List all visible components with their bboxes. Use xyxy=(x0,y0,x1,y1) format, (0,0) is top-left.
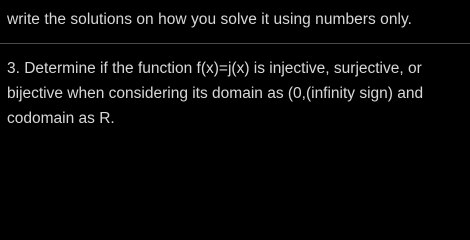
question-body xyxy=(7,56,467,131)
divider xyxy=(0,43,470,44)
instruction-text: write the solutions on how you solve it using numbers only. xyxy=(7,11,413,28)
question-line-1: 3. Determine if the function f(x)=j(x) is injective, surjective, or xyxy=(7,60,422,77)
question-line-3: codomain as R. xyxy=(7,110,115,127)
question-line-2: bijective when considering its domain as (0,(infinity sign) and xyxy=(7,85,424,102)
